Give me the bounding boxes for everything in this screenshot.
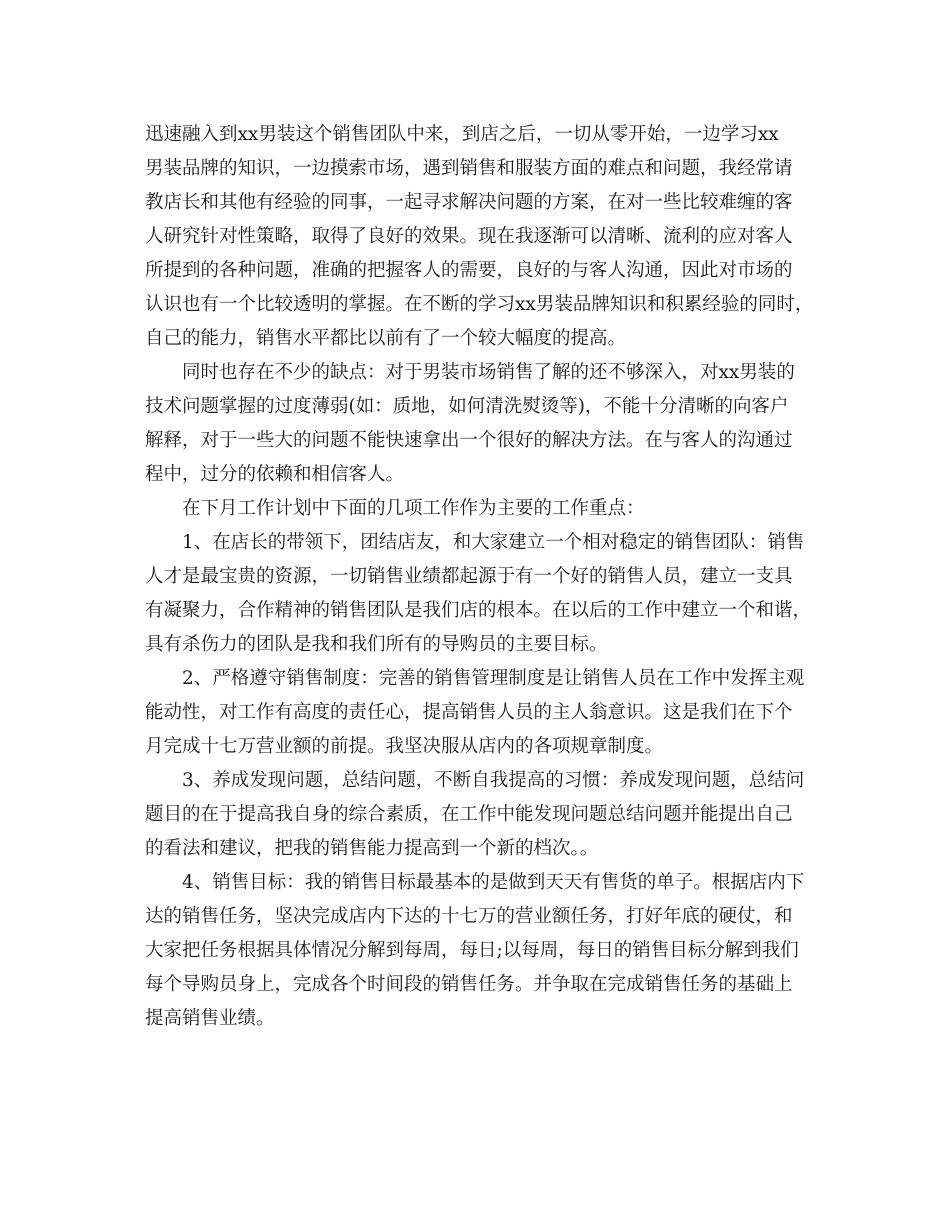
text-line: 具有杀伤力的团队是我和我们所有的导购员的主要目标。 — [145, 634, 608, 655]
text-line: 迅速融入到xx男装这个销售团队中来，到店之后，一切从零开始，一边学习xx — [145, 124, 779, 145]
text-line: 1、在店长的带领下，团结店友，和大家建立一个相对稳定的销售团队：销售 — [182, 532, 805, 553]
text-line: 程中，过分的依赖和相信客人。 — [145, 464, 405, 485]
paragraph-5 — [145, 662, 817, 764]
text-line: 男装品牌的知识，一边摸索市场，遇到销售和服装方面的难点和问题，我经常请 — [145, 158, 793, 179]
text-line: 人才是最宝贵的资源，一切销售业绩都起源于有一个好的销售人员，建立一支具 — [145, 566, 793, 587]
text-line: 同时也存在不少的缺点：对于男装市场销售了解的还不够深入，对xx男装的 — [182, 362, 795, 383]
text-line: 技术问题掌握的过度薄弱(如：质地，如何清洗熨烫等)，不能十分清晰的向客户 — [145, 396, 789, 417]
text-line: 题目的在于提高我自身的综合素质，在工作中能发现问题总结问题并能提出自己 — [145, 804, 793, 825]
paragraph-7 — [145, 866, 817, 1036]
paragraph-4 — [145, 526, 817, 662]
text-line: 4、销售目标：我的销售目标最基本的是做到天天有售货的单子。根据店内下 — [182, 872, 805, 893]
text-line: 每个导购员身上，完成各个时间段的销售任务。并争取在完成销售任务的基础上 — [145, 974, 793, 995]
text-line: 提高销售业绩。 — [145, 1008, 275, 1029]
paragraph-3 — [145, 492, 817, 526]
document-body — [145, 118, 817, 1036]
text-line: 人研究针对性策略，取得了良好的效果。现在我逐渐可以清晰、流利的应对客人 — [145, 226, 793, 247]
text-line: 认识也有一个比较透明的掌握。在不断的学习xx男装品牌知识和积累经验的同时， — [145, 294, 814, 315]
text-line: 在下月工作计划中下面的几项工作作为主要的工作重点： — [182, 498, 645, 519]
text-line: 的看法和建议，把我的销售能力提高到一个新的档次。。 — [145, 838, 599, 859]
text-line: 能动性，对工作有高度的责任心，提高销售人员的主人翁意识。这是我们在下个 — [145, 702, 793, 723]
text-line: 2、严格遵守销售制度：完善的销售管理制度是让销售人员在工作中发挥主观 — [182, 668, 805, 689]
paragraph-2 — [145, 356, 817, 492]
paragraph-6 — [145, 764, 817, 866]
text-line: 3、养成发现问题，总结问题，不断自我提高的习惯：养成发现问题，总结问 — [182, 770, 805, 791]
text-line: 大家把任务根据具体情况分解到每周，每日;以每周，每日的销售目标分解到我们 — [145, 940, 799, 961]
text-line: 教店长和其他有经验的同事，一起寻求解决问题的方案，在对一些比较难缠的客 — [145, 192, 793, 213]
text-line: 有凝聚力，合作精神的销售团队是我们店的根本。在以后的工作中建立一个和谐， — [145, 600, 812, 621]
paragraph-1 — [145, 118, 817, 356]
text-line: 达的销售任务，坚决完成店内下达的十七万的营业额任务，打好年底的硬仗，和 — [145, 906, 793, 927]
text-line: 解释，对于一些大的问题不能快速拿出一个很好的解决方法。在与客人的沟通过 — [145, 430, 793, 451]
text-line: 所提到的各种问题，准确的把握客人的需要，良好的与客人沟通，因此对市场的 — [145, 260, 793, 281]
text-line: 月完成十七万营业额的前提。我坚决服从店内的各项规章制度。 — [145, 736, 664, 757]
text-line: 自己的能力，销售水平都比以前有了一个较大幅度的提高。 — [145, 328, 627, 349]
